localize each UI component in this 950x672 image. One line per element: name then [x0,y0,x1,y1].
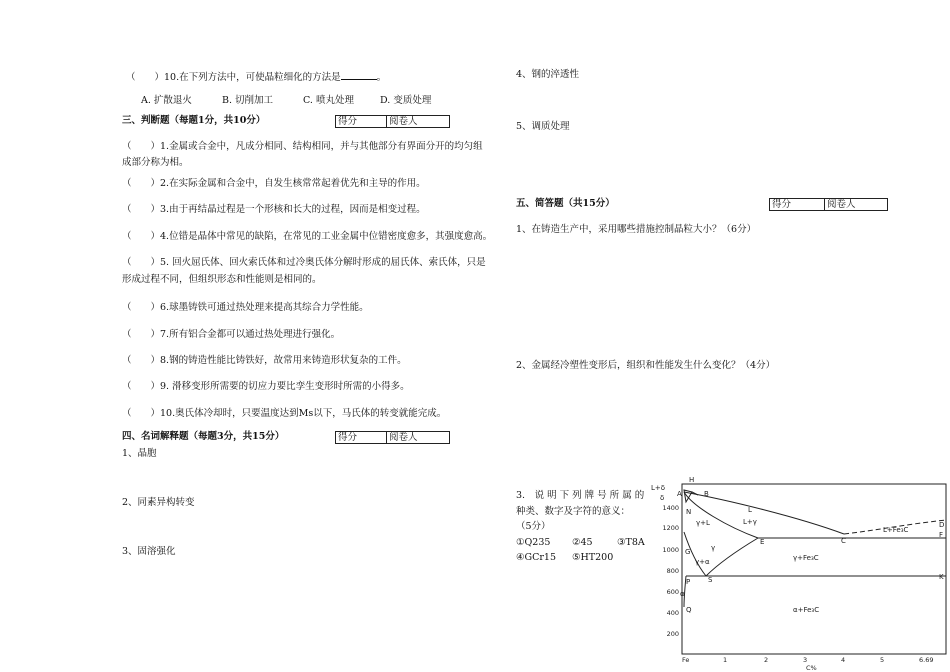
score-box-sec5 [769,198,888,211]
term-1: 1、晶胞 [122,448,157,459]
region-gamma: γ [711,544,716,552]
answer-blank[interactable] [341,71,377,80]
x-tick-2: 2 [764,656,769,664]
x-axis-label: C% [806,664,817,672]
grade-gcr15: ④GCr15 [516,552,557,563]
tf-item-9: （ ）9. 滑移变形所需要的切应力要比孪生变形时所需的小得多。 [122,381,410,392]
grade-ht200: ⑤HT200 [572,552,614,563]
region-alpha-fe3c: α+Fe₃C [793,606,820,614]
region-gamma-alpha: γ+α [695,558,710,566]
tf-item-1: （ ）1.金属或合金中，凡成分相同、结构相同，并与其他部分有界面分开的均匀组 [122,141,483,152]
score-box-sec4 [335,431,450,444]
tf-item-1-cont: 成部分称为相。 [122,157,189,168]
tf-item-6: （ ）6.球墨铸铁可通过热处理来提高其综合力学性能。 [122,302,369,313]
point-k: K [939,573,944,581]
score-box-sec3 [335,115,450,128]
section-4-title: 四、名词解释题（每题3分，共15分） [122,431,285,442]
point-a: A [677,490,682,498]
point-d: D [939,521,945,529]
x-tick-669: 6.69 [919,656,934,664]
grader-label: 阅卷人 [389,116,418,127]
term-4: 4、钢的淬透性 [516,69,580,80]
fe-fe3c-phase-diagram [648,472,950,672]
term-2: 2、同素异构转变 [122,497,195,508]
tf-item-5: （ ）5. 回火屈氏体、回火索氏体和过冷奥氏体分解时形成的屈氏体、索氏体，只是 [122,257,486,268]
point-n: N [686,508,692,516]
mc-option-d: D. 变质处理 [380,95,432,106]
region-gamma-fe3c: γ+Fe₃C [793,554,819,562]
tf-item-3: （ ）3.由于再结晶过程是一个形核和长大的过程，因而是相变过程。 [122,204,426,215]
solidus-ae [684,492,758,538]
mc-option-a: A. 扩散退火 [141,95,192,106]
y-tick-200: 200 [666,630,679,638]
short-answer-1: 1、在铸造生产中，采用哪些措施控制晶粒大小？（6分） [516,224,757,235]
tf-item-8: （ ）8.钢的铸造性能比铸铁好，故常用来铸造形状复杂的工件。 [122,355,407,366]
short-answer-3-line3: （5分） [516,521,551,532]
section-5-title: 五、简答题（共15分） [516,198,615,209]
short-answer-3-line1: 3. 说 明 下 列 牌 号 所 属 的 [516,490,645,501]
x-tick-1: 1 [723,656,728,664]
y-tick-1000: 1000 [662,546,679,554]
short-answer-2: 2、金属经冷塑性变形后，组织和性能发生什么变化？（4分） [516,360,776,371]
mc-option-b: B. 切削加工 [222,95,274,106]
region-alpha: α [680,590,685,598]
mc-question-10 [126,71,386,83]
point-q: Q [686,606,692,614]
term-5: 5、调质处理 [516,121,570,132]
y-tick-1200: 1200 [662,524,679,532]
x-tick-fe: Fe [682,656,690,664]
x-tick-5: 5 [880,656,885,664]
point-h: H [689,476,695,484]
score-label: 得分 [336,432,387,443]
region-l-fe3c: L+Fe₃C [883,526,909,534]
mc-q10-stem: （ ）10.在下列方法中，可使晶粒细化的方法是 [126,72,341,83]
tf-item-2: （ ）2.在实际金属和合金中，自发生核常常起着优先和主导的作用。 [122,178,426,189]
grade-45: ②45 [572,537,593,548]
grade-q235: ①Q235 [516,537,551,548]
tf-item-5-cont: 形成过程不同，但组织形态和性能则是相同的。 [122,274,322,285]
point-p: P [686,578,691,586]
region-l-delta: L+δ [651,484,666,492]
mc-q10-suffix: 。 [376,72,387,83]
region-l: L [748,506,752,514]
region-delta: δ [660,494,665,502]
x-tick-3: 3 [803,656,808,664]
mc-option-c: C. 喷丸处理 [303,95,354,106]
point-g: G [685,548,691,556]
y-tick-800: 800 [666,567,679,575]
section-3-title: 三、判断题（每题1分，共10分） [122,115,266,126]
score-label: 得分 [770,199,825,210]
point-s: S [708,576,713,584]
short-answer-3-line2: 种类、数字及字符的意义： [516,506,631,517]
x-tick-4: 4 [841,656,846,664]
score-label: 得分 [336,116,387,127]
tf-item-4: （ ）4.位错是晶体中常见的缺陷，在常见的工业金属中位错密度愈多，其强度愈高。 [122,231,493,242]
y-tick-1400: 1400 [662,504,679,512]
point-f: F [939,531,944,539]
tf-item-10: （ ）10.奥氏体冷却时，只要温度达到Ms以下，马氏体的转变就能完成。 [122,408,447,419]
y-tick-600: 600 [666,588,679,596]
point-c: C [841,537,846,545]
point-e: E [760,538,765,546]
tf-item-7: （ ）7.所有铝合金都可以通过热处理进行强化。 [122,329,341,340]
region-gamma-l: γ+L [696,519,710,527]
y-tick-400: 400 [666,609,679,617]
grader-label: 阅卷人 [827,199,856,210]
region-l-gamma: L+γ [743,518,757,526]
term-3: 3、固溶强化 [122,546,176,557]
point-b: B [704,490,709,498]
grader-label: 阅卷人 [389,432,418,443]
diagram-frame [682,484,946,654]
grade-t8a: ③T8A [617,537,645,548]
